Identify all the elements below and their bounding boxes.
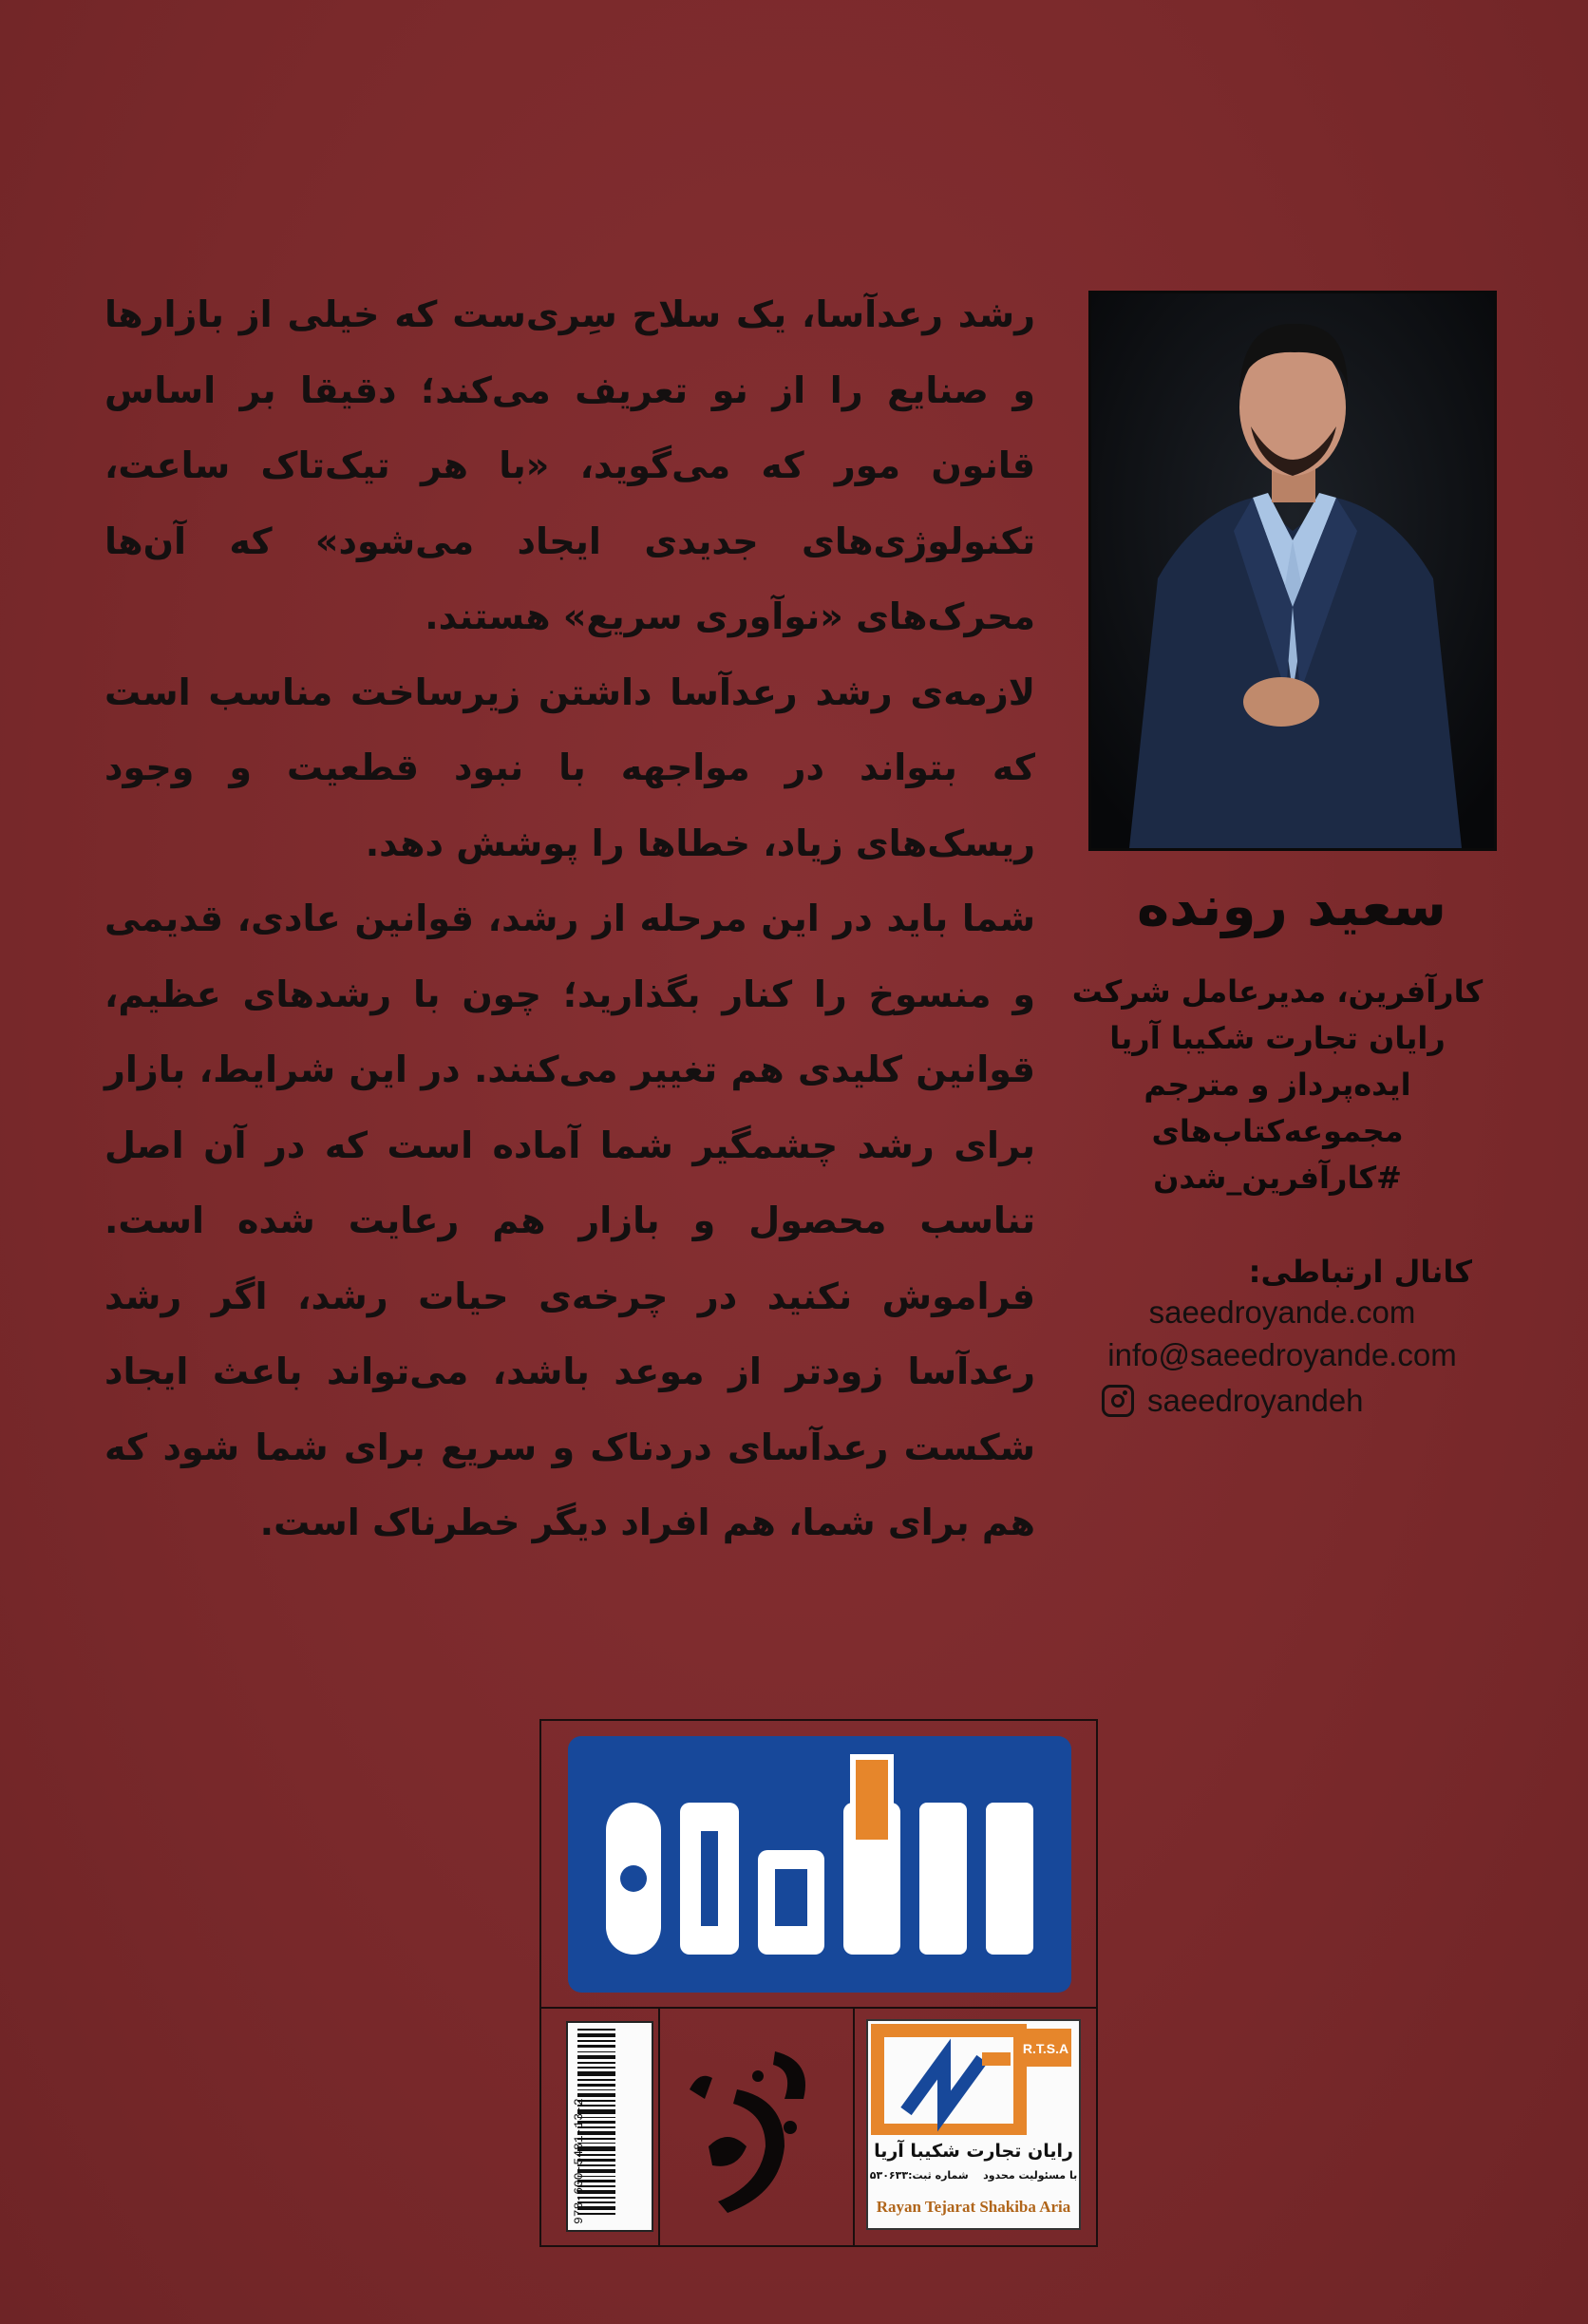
rtsa-logo (866, 2019, 1081, 2230)
instagram-text: saeedroyandeh (1147, 1383, 1364, 1418)
divider (658, 2009, 660, 2246)
rtsa-badge: R.T.S.A (1022, 2041, 1069, 2056)
bio-line: کارآفرین، مدیرعامل شرکت (1071, 973, 1484, 1010)
bio-line: ایده‌پرداز و مترجم (1144, 1067, 1411, 1103)
rtsa-english-name: Rayan Tejarat Shakiba Aria (876, 2198, 1071, 2216)
bio-line: #کارآفرین_شدن (1153, 1160, 1402, 1196)
balazadeh-logo-icon (568, 1736, 1071, 1993)
negah-calligraphy-icon (671, 2032, 838, 2232)
rtsa-llc: با مسئولیت محدود (983, 2169, 1078, 2182)
blurb-paragraph-1: رشد رعدآسا، یک سلاح سِری‌ست که خیلی از بازارها و صنایع را از نو تعریف می‌کند؛ دقیقا بر اساس قانون مور که می‌گوید، «با هر تیک‌تاک ساعت، تکنولوژی‌های جدیدی ایجاد می‌شود» که آن‌ها محرک‌های «نوآوری سریع» هستند. (104, 293, 1035, 637)
instagram-icon (1102, 1385, 1134, 1417)
imprint-logo (671, 2032, 838, 2232)
instagram-handle[interactable] (1102, 1379, 1364, 1423)
author-bio (1054, 969, 1501, 1201)
rtsa-persian-name: رایان تجارت شکیبا آریا (874, 2141, 1073, 2162)
author-photo (1088, 291, 1497, 851)
contact-label: کانال ارتباطی: (1248, 1254, 1472, 1290)
bio-line: رایان تجارت شکیبا آریا (1109, 1020, 1446, 1056)
blurb-paragraph-2: لازمه‌ی رشد رعدآسا داشتن زیرساخت مناسب است که بتواند در مواجهه با نبود قطعیت و وجود ریسک‌های زیاد، خطاها را پوشش دهد. (104, 671, 1035, 864)
blurb-paragraph-3: شما باید در این مرحله از رشد، قوانین عادی، قدیمی و منسوخ را کنار بگذارید؛ چون با رشدهای عظیم، قوانین کلیدی هم تغییر می‌کنند. در این شرایط، بازار برای رشد چشمگیر شما آماده است که در آن اصل تناسب محصول و بازار هم رعایت شده است. فراموش نکنید در چرخه‌ی حیات رشد، اگر رشد رعدآسا زودتر از موعد باشد، می‌تواند باعث ایجاد شکست رعدآسای دردناک و سریع برای شما شود که هم برای شما، هم افراد دیگر خطرناک است. (104, 897, 1035, 1543)
blurb-text (104, 277, 1035, 1561)
rtsa-mark-icon (868, 2021, 1079, 2135)
isbn-number: 978-600-5481-13-2 (572, 2098, 586, 2224)
barcode (566, 2021, 653, 2232)
email-link[interactable]: info@saeedroyande.com (1107, 1337, 1457, 1372)
author-name: سعید رونده (1136, 874, 1447, 938)
series-logo (568, 1736, 1071, 1993)
website-link[interactable]: saeedroyande.com (1148, 1294, 1416, 1330)
rtsa-reg-number: شماره ثبت:۵۳۰۶۳۳ (869, 2169, 969, 2182)
divider (853, 2009, 855, 2246)
rtsa-registration (868, 2169, 1079, 2182)
bio-line: مجموعه‌کتاب‌های (1151, 1113, 1404, 1149)
author-portrait-illustration (1091, 293, 1494, 848)
divider (539, 2007, 1098, 2009)
